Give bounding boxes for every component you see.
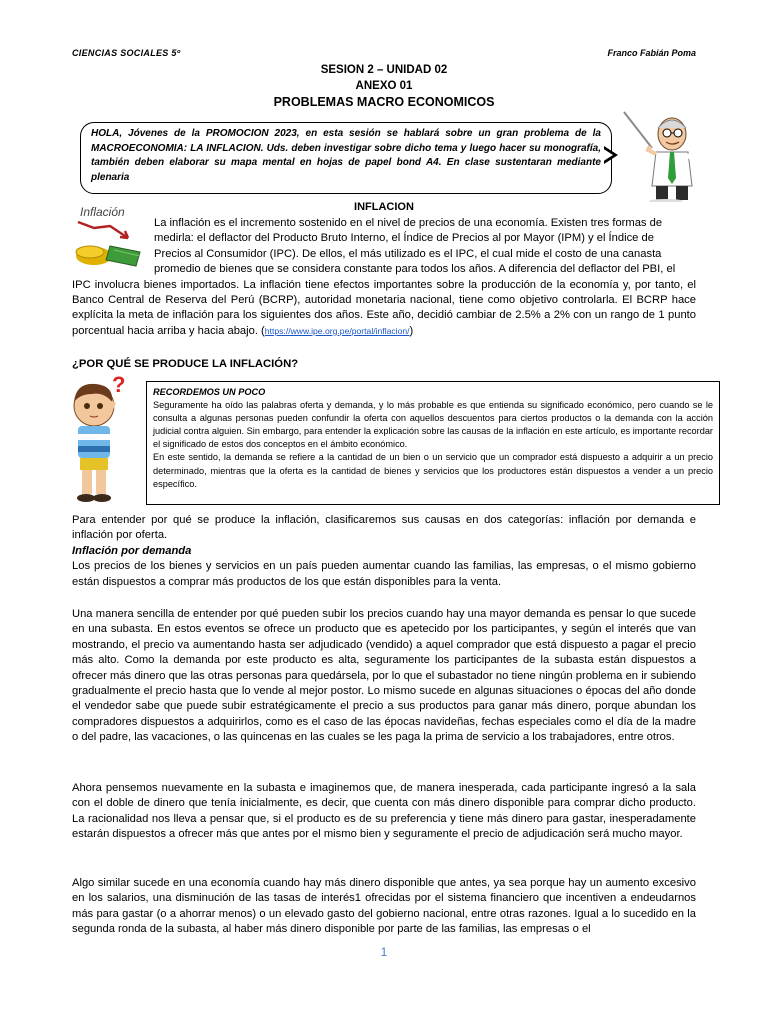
recordemos-paragraph-1: Seguramente ha oído las palabras oferta y demanda, y lo más probable es que entienda su significado económico, pero cuando se le consulta a algunas personas pueden confundir la oferta con aquellos descuentos para ciertos productos o la demanda con la acción judicial contra alguien. Sin embargo, para entender la explicación sobre las causas de la inflación en este artículo, es importante recordar el significado de estos dos conceptos en el ámbito económico. — [153, 400, 713, 450]
header-author: Franco Fabián Poma — [607, 48, 696, 58]
session-title: SESION 2 – UNIDAD 02 — [320, 64, 448, 76]
body-paragraph-2: Los precios de los bienes y servicios en un país pueden aumentar cuando las familias, las empresas, o el mismo gobierno están dispuestos a comprar más productos de los que están disponibles para la venta. — [72, 560, 696, 588]
header-course: CIENCIAS SOCIALES 5º — [72, 48, 181, 58]
annex-title: ANEXO 01 — [355, 80, 413, 92]
recordemos-title: RECORDEMOS UN POCO — [153, 387, 266, 397]
speech-callout — [80, 122, 612, 194]
body-paragraph-1: Para entender por qué se produce la inflación, clasificaremos sus causas en dos categorías: inflación por demanda e inflación por oferta. — [72, 514, 696, 542]
inflacion-line-3: Precios al Consumidor (IPC). De ellos, el más utilizado es el IPC, el cual mide el costo de una canasta — [154, 247, 662, 260]
teacher-illustration — [622, 108, 708, 202]
inflacion-paragraph: La inflación es el incremento sostenido en el nivel de precios de una economía. Existen tres formas de medirla: el deflactor del Producto Bruto Interno, el Índice de Precios al por Mayor (IPM) y el Índice de Precios al Consumidor (IPC). De ellos, el más utilizado es el IPC, el cual mide el costo de una canasta promedio de bienes que se considera constante para todos los años. A diferencia del deflactor del PBI, el IPC involucra bienes importados. La inflación tiene efectos importantes sobre la producción de la economía y, por tanto, el Banco Central de Reserva del Perú (BCRP), autoridad monetaria nacional, tiene como objetivo controlarla. El BCRP hace explícita la meta de inflación para los siguientes dos años. Este año, decidió cambiar de 2.5% a 2% con un rango de 1 punto porcentual hacia arriba y hacia abajo. (https://www.ipe.org.pe/portal/inflacion/) — [72, 217, 696, 337]
body-paragraph-4: Ahora pensemos nuevamente en la subasta e imaginemos que, de manera inesperada, cada participante ingresó a la sala con el doble de dinero que tenía inicialmente, es decir, que cuenta con más dinero disponible para comprar dicho producto. La racionalidad nos lleva a pensar que, si el producto es de su preferencia y tiene más dinero para gastar, inesperadamente estarán dispuestos a ofrecer más que antes por el mismo bien y seguramente el precio de adjudicación será mucho mayor. — [72, 782, 696, 841]
why-inflation-heading: ¿POR QUÉ SE PRODUCE LA INFLACIÓN? — [72, 358, 299, 370]
recordemos-box — [146, 381, 720, 505]
body-paragraph-3: Una manera sencilla de entender por qué pueden subir los precios cuando hay una mayor demanda es pensar lo que sucede en una subasta. En estos eventos se ofrece un producto que es apetecido por los participantes, y según el interés que van mostrando, el precio va aumentando hasta ser adjudicado (vendido) a aquel comprador que está dispuesto a pagar el precio más alto. Como la demanda por este producto es alta, seguramente los participantes de la subasta están dispuestos a ofrecer más dinero que las otras personas para quedársela, por lo que el subastador no tiene ningún problema en ir subiendo gradualmente el precio hasta que lo vende al mejor postor. Lo mismo sucede en algunas situaciones o épocas del año donde el vendedor sabe que puede subir estratégicamente el precio a sus productos para ganar más dinero, porque abundan los compradores dispuestos a adquirirlos, como es el caso de las épocas navideñas, fechas especiales como el día de la madre o del padre, las vacaciones, o las quincenas en las cuales se les paga la prima de servicio a los trabajadores, entre otros. — [72, 608, 696, 744]
body-section-1 — [72, 513, 696, 590]
inflacion-heading: INFLACION — [354, 201, 414, 213]
title-block — [0, 62, 768, 111]
inflacion-line-2: medirla: el deflactor del Producto Bruto Interno, el Índice de Precios al por Mayor (IPM) y el Índice de — [154, 232, 654, 245]
callout-text: HOLA, Jóvenes de la PROMOCION 2023, en esta sesión se hablará sobre un gran problema de la MACROECONOMIA: LA INFLACION. Uds. deben investigar sobre dicho tema y luego hacer su monografía, también deben elaborar su mapa mental en hojas de papel bond A4. En clase sustentaran mediante plenaria — [91, 128, 601, 183]
demand-inflation-subtitle: Inflación por demanda — [72, 544, 192, 557]
page-number: 1 — [380, 945, 388, 959]
inflacion-line-4: promedio de bienes que se considera constante para todos los años. A diferencia del deflactor del PBI, el — [154, 263, 676, 276]
inflation-image-label: Inflación — [80, 205, 125, 219]
body-paragraph-5: Algo similar sucede en una economía cuando hay más dinero disponible que antes, ya sea porque hay un aumento excesivo en los salarios, una disminución de las tasas de interés1 ofrecidas por el sistema financiero que incentiven a endeudarnos más para gastar (o a ahorrar menos) o un elevado gasto del gobierno nacional, entre otras razones. Igual a lo sucedido en la segunda ronda de la subasta, al haber más dinero disponible por parte de las familias, las empresas o el — [72, 877, 696, 936]
inflacion-rest: IPC involucra bienes importados. La inflación tiene efectos importantes sobre la producción de la economía y, por tanto, el Banco Central de Reserva del Perú (BCRP), autoridad monetaria nacional, tiene como objetivo controlarla. El BCRP hace explícita la meta de inflación para los siguientes dos años. Este año, decidió cambiar de 2.5% a 2% con un rango de 1 punto porcentual hacia arriba y hacia abajo. ( — [72, 278, 696, 337]
svg-text:?: ? — [112, 372, 126, 397]
ipe-link[interactable]: https://www.ipe.org.pe/portal/inflacion/ — [264, 325, 410, 336]
inflacion-line-1: La inflación es el incremento sostenido en el nivel de precios de una economía. Existen tres formas de — [154, 217, 663, 229]
main-title: PROBLEMAS MACRO ECONOMICOS — [273, 95, 495, 109]
thinking-boy-illustration — [66, 372, 148, 504]
recordemos-paragraph-2: En este sentido, la demanda se refiere a la cantidad de un bien o un servicio que un comprador está dispuesto a adquirir a un precio determinado, mientras que la oferta es la cantidad de bienes y servicios que los productores están dispuestos a vender a un precio específico. — [153, 452, 713, 489]
